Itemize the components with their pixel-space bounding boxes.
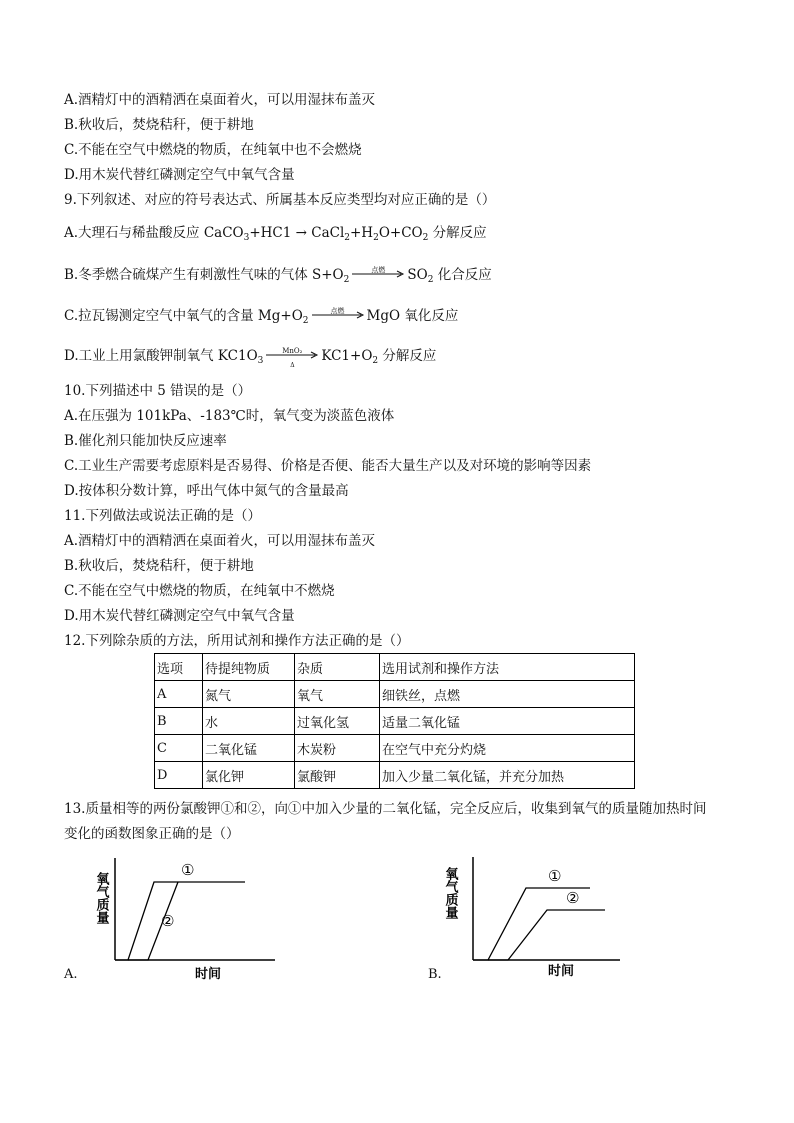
table-cell: C [155, 735, 203, 762]
option-13a-label: A. [64, 967, 78, 982]
text: 分解反应 [428, 225, 487, 241]
text: 化合反应 [433, 267, 492, 283]
graph-b-xlabel: 时间 [548, 964, 575, 979]
text: SO [407, 267, 428, 283]
table-cell: 水 [203, 708, 295, 735]
table-row [155, 762, 635, 789]
text: B.冬季燃合硫煤产生有刺激性气味的气体 S+O [64, 267, 344, 283]
table-cell: 过氧化氢 [295, 708, 380, 735]
text: KC1+O [321, 348, 373, 364]
arrow-icon [311, 308, 365, 322]
reaction-arrow [265, 347, 319, 369]
question-13-line2: 变化的函数图象正确的是（） [64, 826, 240, 842]
curve-2-label: ② [161, 912, 175, 930]
curve-2-label: ② [566, 889, 580, 907]
option-10d: D.按体积分数计算，呼出气体中氮气的含量最高 [64, 483, 349, 499]
table-row [155, 735, 635, 762]
graph-a-ylabel: 氧气质量 [93, 872, 109, 924]
subscript: 3 [257, 356, 264, 366]
text: D.工业上用氯酸钾制氧气 KC1O [64, 348, 258, 364]
curve-2 [488, 910, 605, 960]
graph-b-ylabel: 氧气质量 [442, 867, 458, 919]
text: MgO 氧化反应 [366, 308, 459, 324]
arrow-catalyst: MnO₂ [282, 347, 303, 355]
table-header-row [155, 654, 635, 681]
table-cell: D [155, 762, 203, 789]
graph-a-xlabel: 时间 [195, 967, 222, 982]
table-cell: 木炭粉 [295, 735, 380, 762]
table-row [155, 681, 635, 708]
text: +H [350, 225, 374, 241]
question-13-line1: 13.质量相等的两份氯酸钾①和②，向①中加入少量的二氧化锰，完全反应后，收集到氧气的质量随加热时间 [64, 801, 707, 817]
text: O+CO [378, 225, 423, 241]
table-cell: 氯酸钾 [295, 762, 380, 789]
option-8d: D.用木炭代替红磷测定空气中氧气含量 [64, 167, 295, 183]
reaction-arrow [351, 267, 405, 281]
table-header: 选用试剂和操作方法 [380, 654, 635, 681]
option-9d [64, 347, 436, 370]
curve-1 [115, 882, 245, 960]
arrow-condition: 点燃 [330, 307, 345, 315]
curve-1-label: ① [181, 861, 195, 879]
subscript: 2 [427, 275, 434, 285]
subscript: 2 [373, 233, 379, 243]
option-9a [64, 224, 487, 247]
option-9c [64, 307, 458, 330]
curve-1-label: ① [548, 867, 562, 885]
option-9b [64, 266, 492, 289]
table-cell: 氮气 [203, 681, 295, 708]
option-10c: C.工业生产需要考虑原料是否易得、价格是否便、能否大量生产以及对环境的影响等因素 [64, 458, 592, 474]
subscript: 2 [422, 233, 429, 243]
reaction-arrow [311, 308, 365, 322]
option-11d: D.用木炭代替红磷测定空气中氧气含量 [64, 608, 295, 624]
text: +HC1 → CaCl [249, 225, 345, 241]
option-8b: B.秋收后，焚烧秸秆，便于耕地 [64, 117, 254, 133]
question-10: 10.下列描述中 5 错误的是（） [64, 383, 252, 399]
option-10a: A.在压强为 101kPa、-183℃时，氧气变为淡蓝色液体 [64, 408, 395, 424]
table-cell: 氯化钾 [203, 762, 295, 789]
graph-b [440, 845, 640, 980]
table-header: 选项 [155, 654, 203, 681]
option-11b: B.秋收后，焚烧秸秆，便于耕地 [64, 558, 254, 574]
table-header: 待提纯物质 [203, 654, 295, 681]
option-11c: C.不能在空气中燃烧的物质，在纯氧中不燃烧 [64, 583, 335, 599]
question-11: 11.下列做法或说法正确的是（） [64, 508, 261, 524]
subscript: 3 [243, 233, 250, 243]
option-11a: A.酒精灯中的酒精洒在桌面着火，可以用湿抹布盖灭 [64, 533, 376, 549]
arrow-icon [351, 267, 405, 281]
subscript: 2 [372, 356, 379, 366]
subscript: 2 [302, 316, 309, 326]
table-cell: A [155, 681, 203, 708]
text: 分解反应 [378, 348, 437, 364]
text: C.拉瓦锡测定空气中氧气的含量 Mg+O [64, 308, 303, 324]
table-cell: 二氧化锰 [203, 735, 295, 762]
option-8a: A.酒精灯中的酒精洒在桌面着火，可以用湿抹布盖灭 [64, 92, 376, 108]
table-cell: 氧气 [295, 681, 380, 708]
question-12: 12.下列除杂质的方法，所用试剂和操作方法正确的是（） [64, 633, 410, 649]
table-cell: 适量二氧化锰 [380, 708, 635, 735]
arrow-heat: Δ [290, 362, 295, 369]
table-header: 杂质 [295, 654, 380, 681]
graph-a [85, 850, 285, 985]
arrow-condition: 点燃 [371, 266, 386, 274]
text: A.大理石与稀盐酸反应 CaCO [64, 225, 244, 241]
subscript: 2 [343, 275, 350, 285]
table-cell: 加入少量二氧化锰，并充分加热 [380, 762, 635, 789]
impurity-table [154, 653, 635, 789]
table-cell: B [155, 708, 203, 735]
option-8c: C.不能在空气中燃烧的物质，在纯氧中也不会燃烧 [64, 142, 362, 158]
subscript: 2 [344, 233, 350, 243]
option-10b: B.催化剂只能加快反应速率 [64, 433, 227, 449]
option-13b-label: B. [428, 967, 442, 982]
table-cell: 在空气中充分灼烧 [380, 735, 635, 762]
table-row [155, 708, 635, 735]
table-cell: 细铁丝，点燃 [380, 681, 635, 708]
question-9: 9.下列叙述、对应的符号表达式、所属基本反应类型均对应正确的是（） [64, 192, 496, 208]
